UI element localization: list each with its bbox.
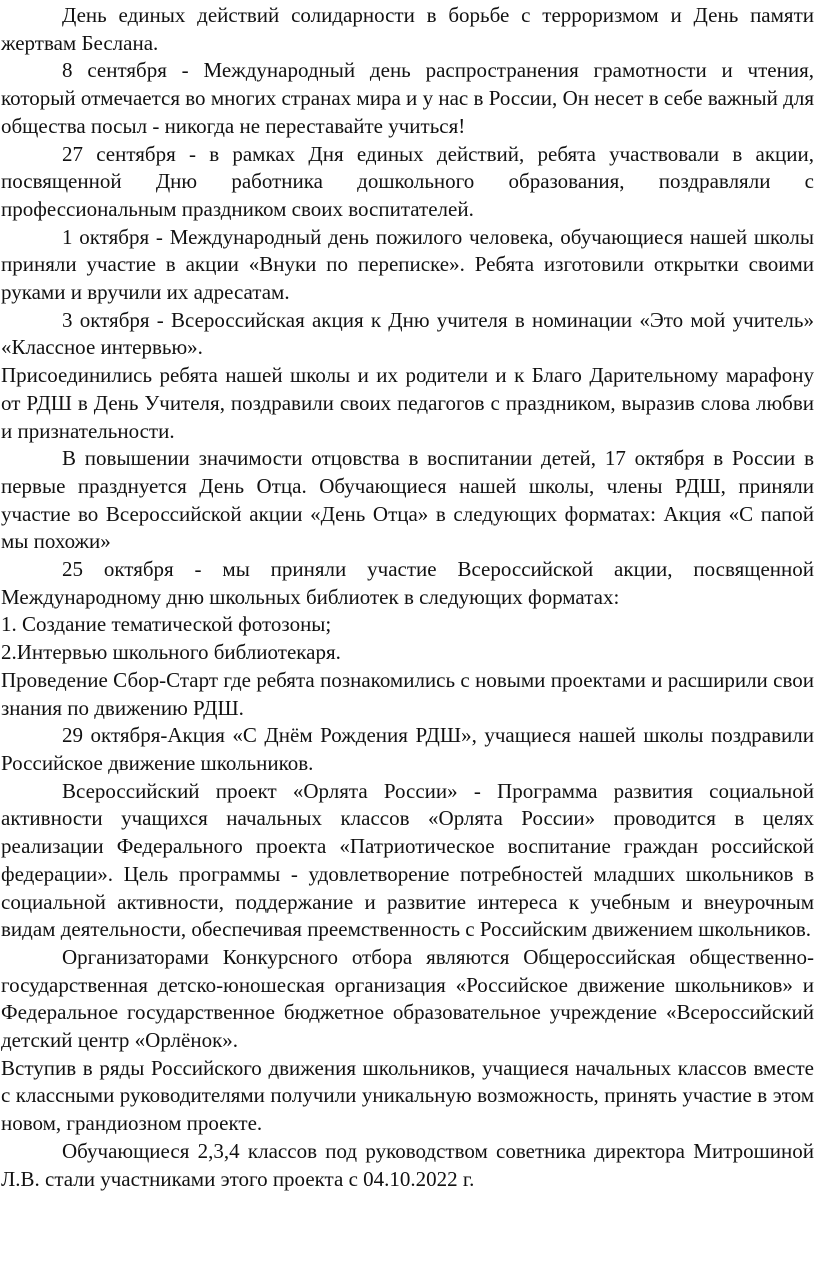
paragraph-library-day: 25 октября - мы приняли участие Всероссийской акции, посвященной Международному дню школьных библиотек в следующих форматах: xyxy=(1,557,814,609)
paragraph-preschool-workers-day: 27 сентября - в рамках Дня единых действий, ребята участвовали в акции, посвященной Дню работника дошкольного образования, поздравляли с профессиональным праздником своих воспитателей. xyxy=(1,141,814,221)
paragraph-organizers: Организаторами Конкурсного отбора являются Общероссийская общественно-государственная детско-юношеская организация «Российское движение школьников» и Федеральное государственное бюджетное образовательное учреждение «Всероссийский детский центр «Орлёнок». xyxy=(1,944,814,1053)
paragraph-beslan-day: День единых действий солидарности в борьбе с терроризмом и День памяти жертвам Беслана. xyxy=(1,3,814,55)
paragraph-sbor-start: Проведение Сбор-Старт где ребята познакомились с новыми проектами и расширили свои знания по движению РДШ. xyxy=(1,667,814,720)
list-item-photozone: 1. Создание тематической фотозоны; xyxy=(1,612,332,637)
paragraph-orlyata-project: Всероссийский проект «Орлята России» - Программа развития социальной активности учащихся начальных классов «Орлята России» проводится в целях реализации Федерального проекта «Патриотическое воспитание граждан российской федерации». Цель программы - удовлетворение потребностей младших школьников в социальной активности, поддержание и развитие интереса к учебным и внеурочным видам деятельности, обеспечивая преемственность с Российским движением школьников. xyxy=(1,778,814,942)
paragraph-literacy-day: 8 сентября - Международный день распространения грамотности и чтения, который отмечается во многих странах мира и у нас в России, Он несет в себе важный для общества посыл - никогда не переставайте учиться! xyxy=(1,58,814,138)
paragraph-elderly-day: 1 октября - Международный день пожилого человека, обучающиеся нашей школы приняли участие в акции «Внуки по переписке». Ребята изготовили открытки своими руками и вручили их адресатам. xyxy=(1,224,814,305)
list-item-librarian-interview: 2.Интервью школьного библиотекаря. xyxy=(1,640,341,665)
paragraph-participants: Обучающиеся 2,3,4 классов под руководством советника директора Митрошиной Л.В. стали участниками этого проекта с 04.10.2022 г. xyxy=(1,1138,814,1191)
paragraph-charity-marathon: Присоединились ребята нашей школы и их родители и к Благо Дарительному марафону от РДШ в День Учителя, поздравили своих педагогов с праздником, выразив слова любви и признательности. xyxy=(1,363,814,443)
paragraph-rdsh-birthday: 29 октября-Акция «С Днём Рождения РДШ», учащиеся нашей школы поздравили Российское движение школьников. xyxy=(1,723,814,775)
paragraph-joining-rdsh: Вступив в ряды Российского движения школьников, учащиеся начальных классов вместе с классными руководителями получили уникальную возможность, принять участие в этом новом, грандиозном проекте. xyxy=(1,1055,814,1136)
paragraph-father-day: В повышении значимости отцовства в воспитании детей, 17 октября в России в первые празднуется День Отца. Обучающиеся нашей школы, члены РДШ, приняли участие во Всероссийской акции «День Отца» в следующих форматах: Акция «С папой мы похожи» xyxy=(1,446,814,554)
paragraph-teacher-day: 3 октября - Всероссийская акция к Дню учителя в номинации «Это мой учитель» «Классное интервью». xyxy=(1,307,814,360)
